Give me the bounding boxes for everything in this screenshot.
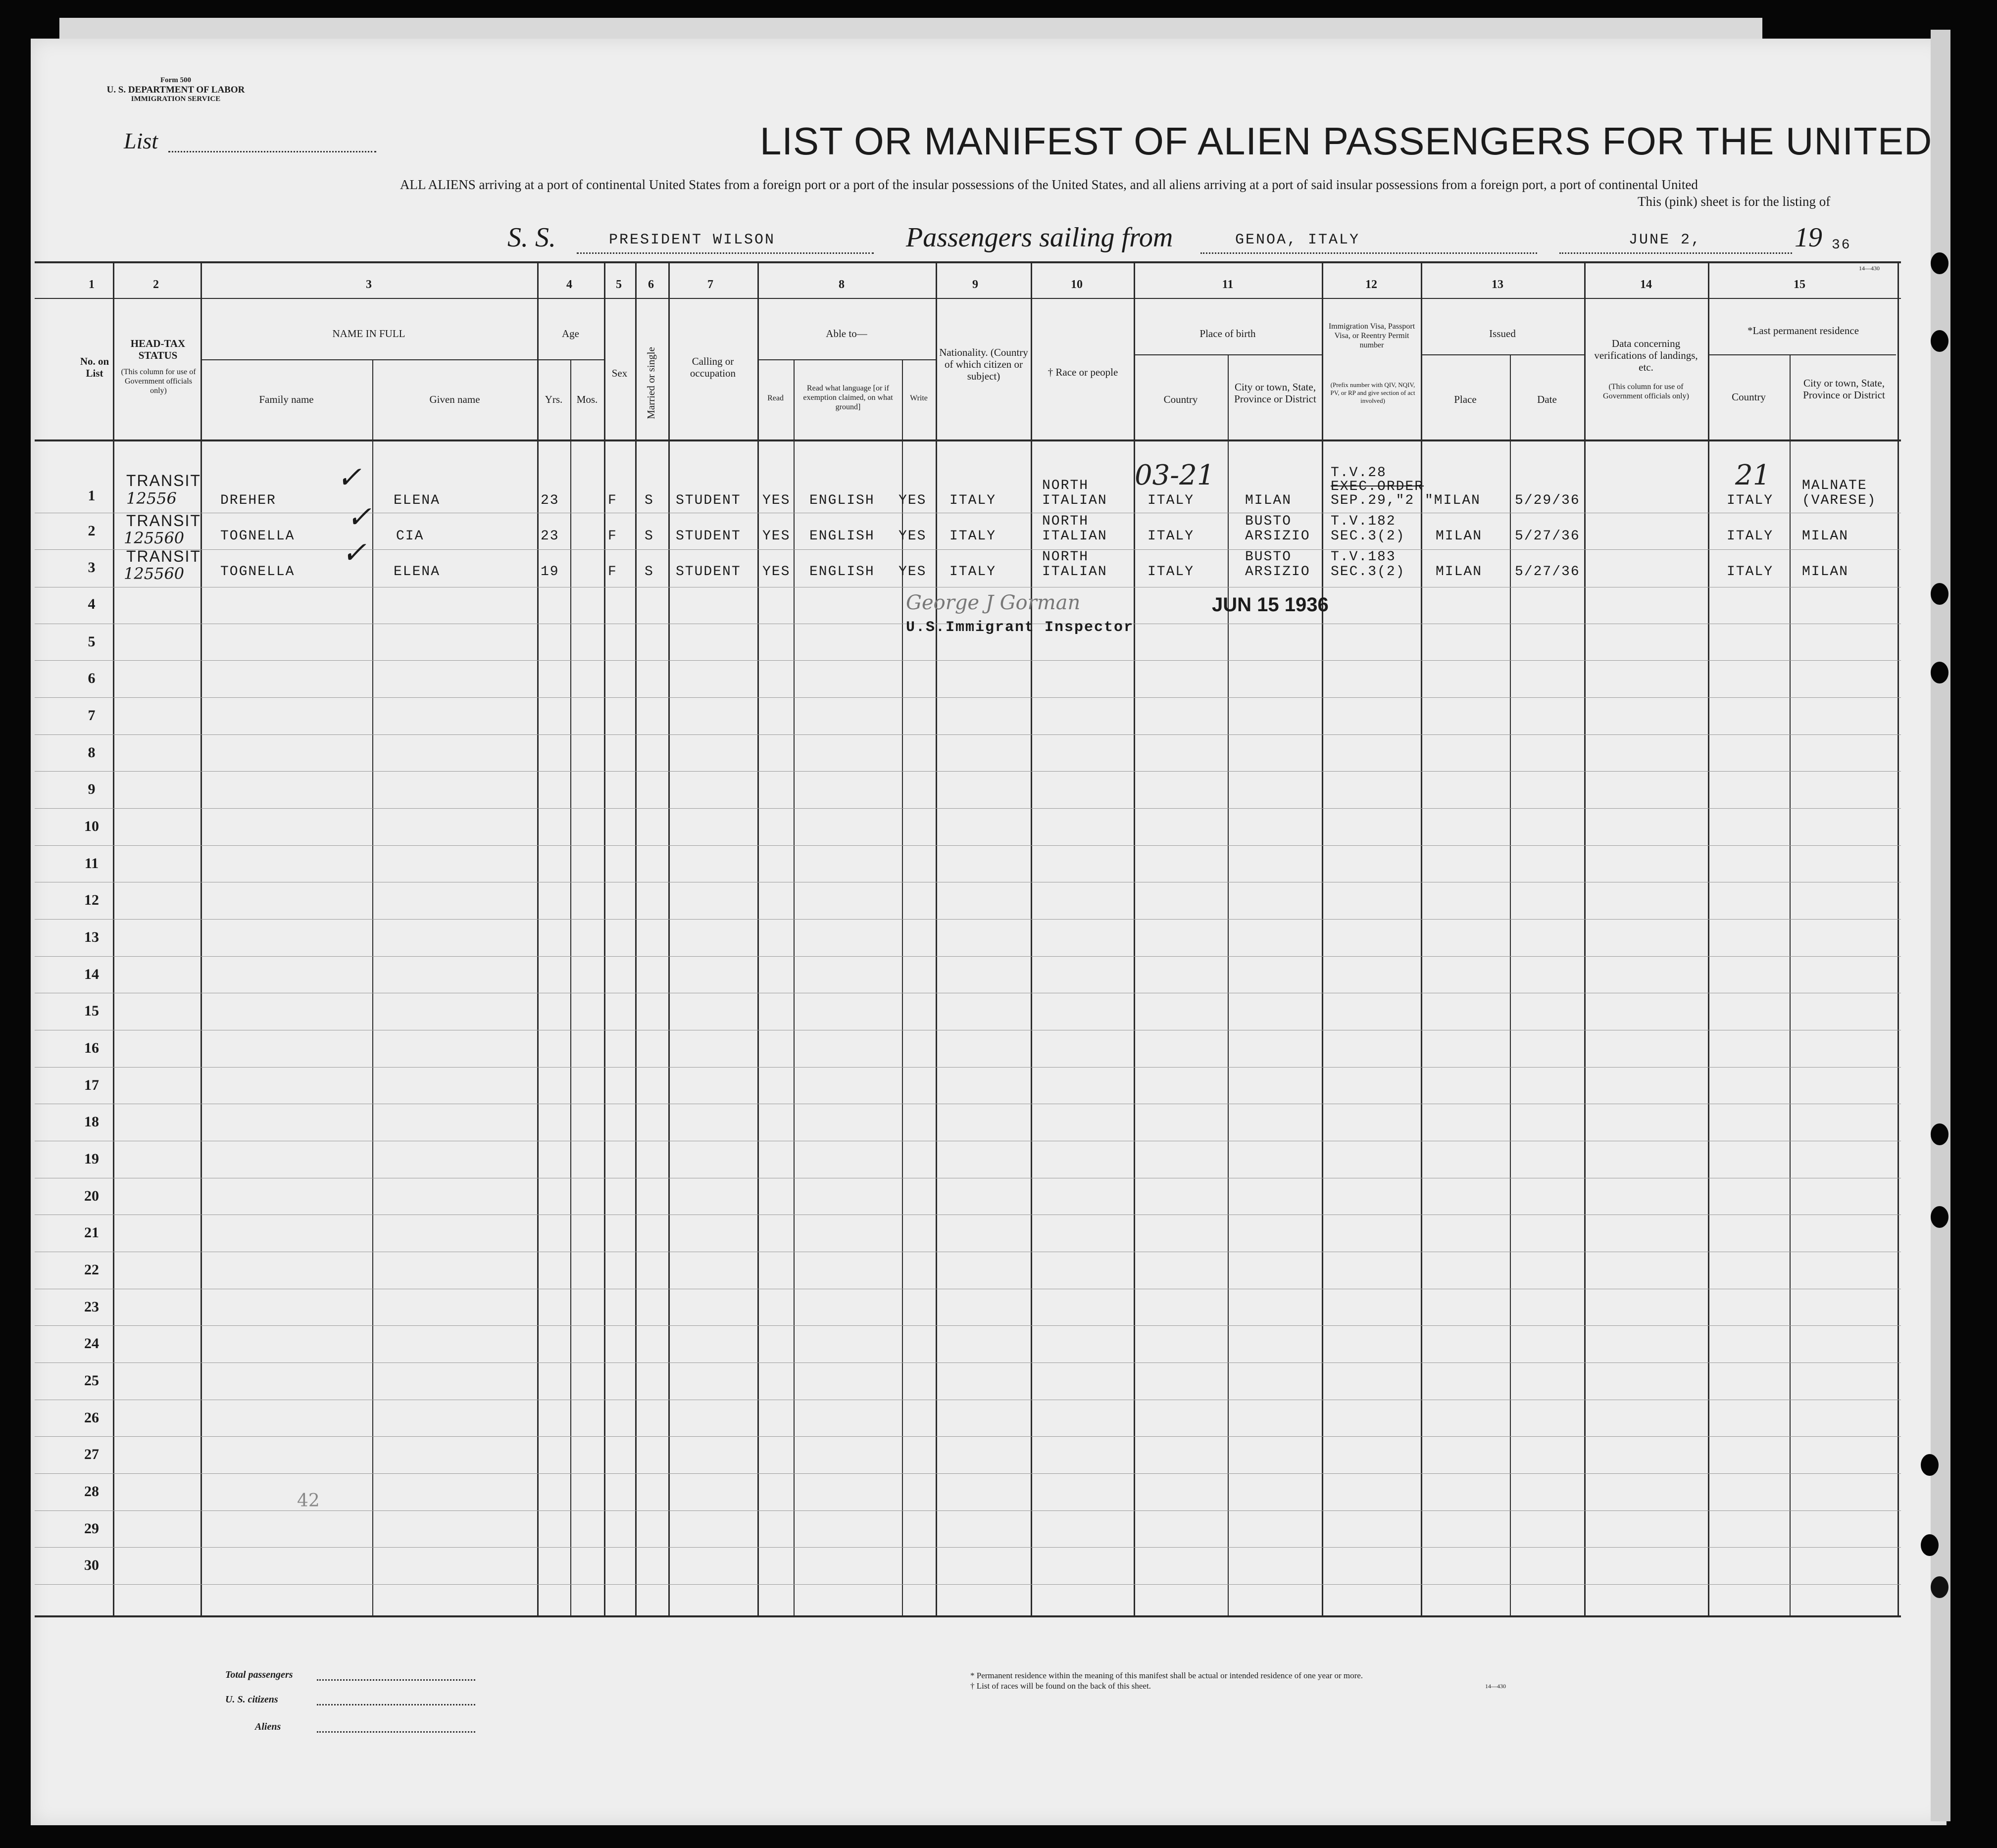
residence-country: ITALY	[1727, 493, 1774, 508]
issued-place: MILAN	[1436, 564, 1483, 580]
age-years: 23	[541, 493, 559, 508]
us-citizens-line	[317, 1704, 475, 1705]
handwritten-birth-note: 03-21	[1135, 459, 1215, 491]
us-citizens-label: U. S. citizens	[225, 1694, 278, 1705]
header-read-language: Read what language [or if exemption claimed, on what ground]	[803, 384, 893, 411]
visa-line-2: SEC.3(2)	[1331, 564, 1405, 580]
head-tax-number: 125560	[124, 529, 185, 547]
header-race: † Race or people	[1048, 366, 1118, 378]
visa-line-2: EXEC.ORDER	[1331, 479, 1424, 494]
residence-city-line-2: (VARESE)	[1802, 493, 1877, 508]
header-sex: Sex	[611, 367, 628, 379]
row-number: 7	[88, 707, 96, 724]
sailing-label: Passengers sailing from	[906, 222, 1173, 253]
row-number: 24	[84, 1335, 99, 1352]
row-number: 12	[84, 892, 99, 908]
given-name: CIA	[396, 529, 424, 544]
header-birth-city: City or town, State, Province or District	[1234, 381, 1316, 405]
total-passengers-line	[317, 1679, 475, 1681]
total-passengers-label: Total passengers	[225, 1669, 293, 1680]
column-number-rule	[35, 298, 1901, 299]
table-bottom-border	[35, 1615, 1901, 1617]
footnote-races: † List of races will be found on the back of this sheet.	[970, 1681, 1151, 1691]
sailing-date: JUNE 2,	[1629, 232, 1702, 248]
row-number: 30	[84, 1557, 99, 1573]
header-months: Mos.	[576, 393, 598, 405]
colnum-8: 8	[839, 278, 845, 291]
race-line-2: ITALIAN	[1042, 493, 1107, 508]
row-number: 19	[84, 1151, 99, 1167]
header-age: Age	[562, 328, 579, 340]
form-number: Form 500	[160, 76, 192, 84]
manifest-subtitle: ALL ALIENS arriving at a port of continental United States from a foreign port or a port of the insular possessions of the United States, and all aliens arriving at a port of said insular possessions from a foreign port, a port of continental United	[400, 177, 1698, 192]
head-tax-status: TRANSIT	[126, 512, 201, 530]
row-number: 28	[84, 1483, 99, 1500]
issued-date: 5/27/36	[1515, 564, 1580, 580]
footer-code: 14—430	[1485, 1683, 1506, 1690]
can-read: YES	[762, 529, 791, 544]
sex: F	[608, 529, 617, 544]
issued-place: MILAN	[1436, 529, 1483, 544]
race-line-2: ITALIAN	[1042, 564, 1107, 580]
issued-date: 5/29/36	[1515, 493, 1580, 508]
visa-line-2: SEC.3(2)	[1331, 529, 1405, 544]
corner-code: 14—430	[1859, 265, 1880, 272]
header-res-country: Country	[1732, 391, 1766, 403]
family-name: TOGNELLA	[220, 529, 295, 544]
row-number: 18	[84, 1114, 99, 1130]
header-last-residence: *Last permanent residence	[1747, 325, 1859, 337]
header-able-to: Able to—	[826, 328, 867, 340]
colnum-11: 11	[1222, 278, 1234, 291]
visa-line-3: SEP.29,"2	[1331, 493, 1415, 508]
header-visa-note: (Prefix number with QIV, NQIV, PV, or RP and give section of act involved)	[1330, 381, 1415, 404]
ship-name: PRESIDENT WILSON	[609, 232, 776, 248]
row-number: 10	[84, 818, 99, 834]
occupation: STUDENT	[676, 493, 741, 508]
race-line-1: NORTH	[1042, 549, 1089, 565]
head-tax-number: 12556	[126, 489, 177, 508]
list-label: List	[124, 128, 158, 153]
can-write: YES	[899, 493, 927, 508]
given-name: ELENA	[394, 493, 441, 508]
occupation: STUDENT	[676, 529, 741, 544]
language: ENGLISH	[809, 564, 875, 580]
visa-line-1: T.V.182	[1331, 514, 1396, 529]
header-years: Yrs.	[545, 393, 563, 405]
nationality: ITALY	[949, 564, 997, 580]
page-number: 42	[297, 1491, 320, 1511]
colnum-14: 14	[1640, 278, 1652, 291]
occupation: STUDENT	[676, 564, 741, 580]
header-birth-country: Country	[1163, 393, 1198, 405]
header-data-note: (This column for use of Government officials only)	[1603, 383, 1689, 400]
can-write: YES	[899, 529, 927, 544]
nationality: ITALY	[949, 493, 997, 508]
inspector-signature: George J Gorman	[906, 591, 1081, 614]
check-mark: ✓	[342, 535, 367, 570]
header-issued-date: Date	[1537, 393, 1557, 405]
family-name: DREHER	[220, 493, 276, 508]
row-number: 21	[84, 1224, 99, 1241]
header-calling: Calling or occupation	[690, 355, 736, 379]
year-prefix: 19	[1795, 222, 1822, 253]
colnum-12: 12	[1365, 278, 1377, 291]
aliens-line	[317, 1731, 475, 1733]
colnum-5: 5	[616, 278, 622, 291]
row-number: 22	[84, 1262, 99, 1278]
issued-date: 5/27/36	[1515, 529, 1580, 544]
header-visa: Immigration Visa, Passport Visa, or Reentry Permit number	[1328, 322, 1415, 349]
residence-country: ITALY	[1727, 564, 1774, 580]
language: ENGLISH	[809, 493, 875, 508]
header-issued-place: Place	[1454, 393, 1477, 405]
sex: F	[608, 564, 617, 580]
given-name: ELENA	[394, 564, 441, 580]
header-nationality: Nationality. (Country of which citizen or subject)	[939, 346, 1028, 382]
race-line-1: NORTH	[1042, 514, 1089, 529]
aliens-label: Aliens	[255, 1721, 281, 1732]
header-no-on-list: No. on List	[80, 355, 109, 379]
row-number: 23	[84, 1299, 99, 1315]
colnum-2: 2	[153, 278, 159, 291]
family-name: TOGNELLA	[220, 564, 295, 580]
birth-city-line-2: ARSIZIO	[1245, 529, 1310, 544]
row-number: 3	[88, 559, 96, 576]
can-write: YES	[899, 564, 927, 580]
birth-city-line-1: BUSTO	[1245, 514, 1292, 529]
row-number: 4	[88, 596, 96, 612]
birth-country: ITALY	[1148, 493, 1195, 508]
row-number: 26	[84, 1410, 99, 1426]
residence-country: ITALY	[1727, 529, 1774, 544]
colnum-7: 7	[707, 278, 713, 291]
row-number: 17	[84, 1077, 99, 1093]
row-number: 2	[88, 523, 96, 539]
header-given-name: Given name	[429, 393, 480, 405]
birth-country: ITALY	[1148, 564, 1195, 580]
row-number: 11	[84, 855, 99, 872]
handwritten-residence-note: 21	[1735, 459, 1771, 491]
date-line	[1559, 252, 1792, 254]
marital-status: S	[645, 529, 654, 544]
date-stamp: JUN 15 1936	[1212, 594, 1329, 616]
row-number: 29	[84, 1520, 99, 1537]
race-line-1: NORTH	[1042, 478, 1089, 493]
language: ENGLISH	[809, 529, 875, 544]
colnum-1: 1	[89, 278, 95, 291]
header-family-name: Family name	[259, 393, 314, 405]
footnote-residence: * Permanent residence within the meaning of this manifest shall be actual or intended residence of one year or more.	[970, 1671, 1363, 1680]
header-name-in-full: NAME IN FULL	[332, 328, 405, 340]
birth-country: ITALY	[1148, 529, 1195, 544]
form-header-block	[94, 76, 257, 104]
nationality: ITALY	[949, 529, 997, 544]
birth-city-line-1: BUSTO	[1245, 549, 1292, 565]
department-name: U. S. DEPARTMENT OF LABOR	[106, 85, 245, 95]
row-number: 25	[84, 1372, 99, 1389]
colnum-4: 4	[566, 278, 572, 291]
visa-line-1: T.V.183	[1331, 549, 1396, 565]
colnum-9: 9	[972, 278, 978, 291]
header-bottom-border	[35, 439, 1901, 441]
header-res-city: City or town, State, Province or District	[1803, 377, 1885, 401]
residence-city-line-1: MALNATE	[1802, 478, 1867, 493]
inspector-title: U.S.Immigrant Inspector	[906, 619, 1134, 636]
row-number: 14	[84, 966, 99, 982]
row-number: 1	[88, 487, 96, 504]
manifest-subtitle-2: This (pink) sheet is for the listing of	[1638, 194, 1831, 209]
row-number: 27	[84, 1446, 99, 1462]
header-married-single: Married or single	[645, 347, 657, 419]
colnum-6: 6	[648, 278, 654, 291]
birth-city-line-2: ARSIZIO	[1245, 564, 1310, 580]
check-mark: ✓	[337, 460, 362, 495]
row-number: 6	[88, 670, 96, 686]
header-read: Read	[767, 394, 784, 402]
header-data-concerning: Data concerning verifications of landings, etc.	[1594, 338, 1698, 373]
row-number: 8	[88, 744, 96, 761]
head-tax-number: 125560	[124, 564, 185, 583]
sex: F	[608, 493, 617, 508]
birth-city-line-2: MILAN	[1245, 493, 1292, 508]
age-years: 19	[541, 564, 559, 580]
manifest-sheet	[31, 39, 1947, 1825]
age-years: 23	[541, 529, 559, 544]
residence-city-line-2: MILAN	[1802, 529, 1849, 544]
visa-line-1: T.V.28	[1331, 465, 1387, 481]
race-line-2: ITALIAN	[1042, 529, 1107, 544]
colnum-10: 10	[1071, 278, 1083, 291]
year-suffix: 36	[1832, 238, 1851, 253]
head-tax-status: TRANSIT	[126, 472, 201, 489]
colnum-13: 13	[1492, 278, 1503, 291]
table-top-border	[35, 261, 1901, 263]
list-number-line	[168, 151, 376, 152]
row-number: 13	[84, 929, 99, 945]
service-name: IMMIGRATION SERVICE	[131, 95, 221, 103]
row-number: 9	[88, 781, 96, 797]
colnum-15: 15	[1794, 278, 1805, 291]
header-write: Write	[910, 394, 928, 402]
port-line	[1200, 252, 1537, 254]
marital-status: S	[645, 493, 654, 508]
issued-place: "MILAN	[1425, 493, 1481, 508]
colnum-3: 3	[366, 278, 372, 291]
header-head-tax-note: (This column for use of Government officials only)	[121, 368, 196, 395]
residence-city-line-2: MILAN	[1802, 564, 1849, 580]
header-place-of-birth: Place of birth	[1199, 328, 1256, 340]
header-issued: Issued	[1489, 328, 1516, 340]
marital-status: S	[645, 564, 654, 580]
row-number: 5	[88, 633, 96, 650]
head-tax-status: TRANSIT	[126, 547, 201, 565]
departure-port: GENOA, ITALY	[1235, 232, 1360, 248]
row-number: 20	[84, 1188, 99, 1204]
manifest-title: LIST OR MANIFEST OF ALIEN PASSENGERS FOR THE UNITED	[760, 119, 1933, 163]
row-number: 16	[84, 1040, 99, 1056]
header-head-tax: HEAD-TAX STATUS	[130, 338, 186, 361]
row-number: 15	[84, 1003, 99, 1019]
can-read: YES	[762, 564, 791, 580]
can-read: YES	[762, 493, 791, 508]
ship-line	[577, 252, 874, 254]
ss-label: S. S.	[507, 222, 556, 253]
check-mark: ✓	[347, 500, 372, 535]
